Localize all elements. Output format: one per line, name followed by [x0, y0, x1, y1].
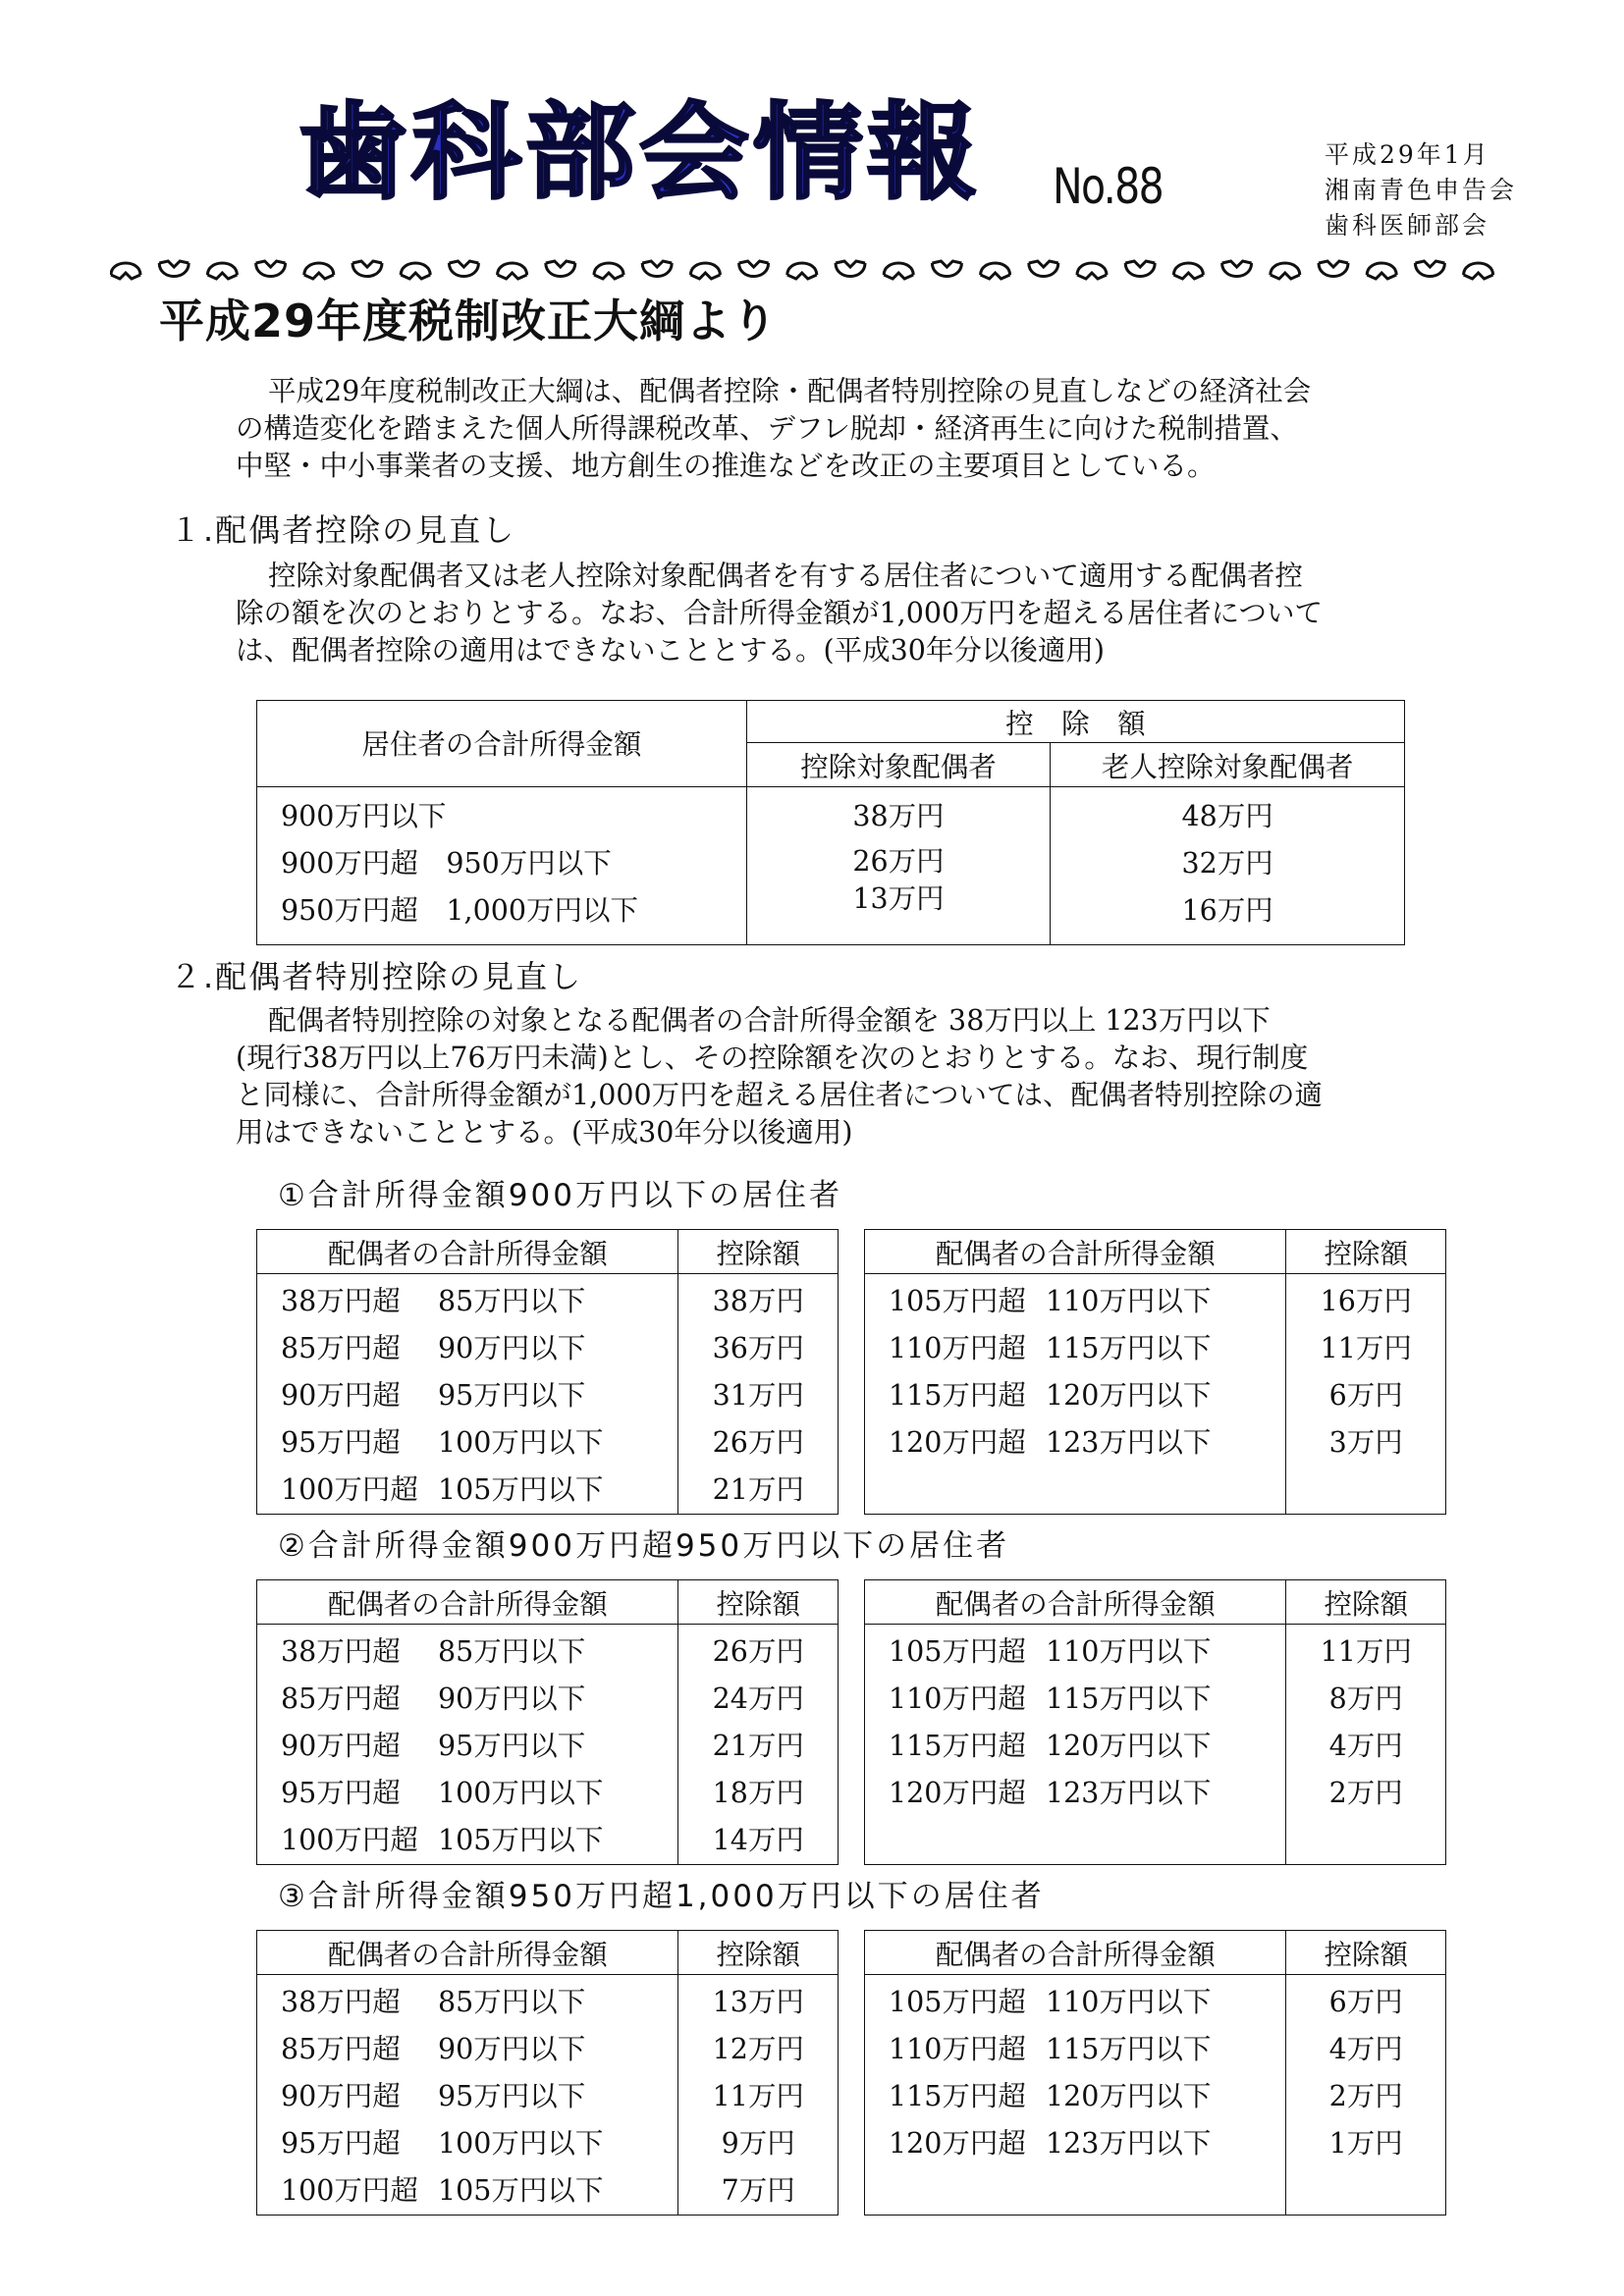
range-lower: 95万円超 — [281, 2127, 401, 2160]
header-spouse-income: 配偶者の合計所得金額 — [865, 1230, 1286, 1274]
income-row: 950万円超 1,000万円以下 — [281, 894, 638, 927]
range-upper: 110万円以下 — [1046, 1986, 1212, 2018]
range-lower: 90万円超 — [281, 1730, 401, 1762]
range-lower: 38万円超 — [281, 1285, 401, 1317]
group-1-left-table — [256, 1229, 839, 1515]
deduction-value: 24万円 — [712, 1682, 804, 1715]
income-range — [889, 1676, 1285, 1723]
income-range — [281, 1467, 677, 1514]
ornament-mark — [1367, 263, 1396, 279]
income-range — [889, 1419, 1285, 1467]
income-range — [889, 2073, 1285, 2120]
deduction-column — [678, 1274, 839, 1515]
ornament-mark — [739, 261, 769, 277]
range-lower: 120万円超 — [889, 1426, 1026, 1459]
range-upper: 115万円以下 — [1046, 1332, 1212, 1364]
section-2-line-4: 用はできないこととする。(平成30年分以後適用) — [236, 1116, 853, 1148]
range-upper: 105万円以下 — [438, 1473, 604, 1506]
income-range — [889, 1325, 1285, 1372]
deduction-value: 6万円 — [1328, 1986, 1403, 2018]
ornament-mark — [594, 263, 623, 279]
range-lower: 115万円超 — [889, 1379, 1026, 1412]
range-lower: 105万円超 — [889, 1635, 1026, 1668]
header-resident-income: 居住者の合計所得金額 — [257, 701, 747, 787]
range-lower: 85万円超 — [281, 1682, 401, 1715]
deduction-value: 26万円 — [712, 1635, 804, 1668]
header-deduction: 控除額 — [678, 1230, 839, 1274]
header-deduction: 控除額 — [1286, 1230, 1446, 1274]
range-lower: 115万円超 — [889, 2080, 1026, 2112]
range-upper: 90万円以下 — [438, 1682, 586, 1715]
range-upper: 100万円以下 — [438, 1426, 604, 1459]
deduction-value: 11万円 — [1320, 1332, 1412, 1364]
ornament-mark — [690, 263, 720, 279]
masthead-title: 歯科部会情報 — [298, 92, 981, 214]
deduction-value: 48万円 — [1181, 800, 1273, 832]
income-range — [889, 2026, 1285, 2073]
deduction-value: 3万円 — [1328, 1426, 1403, 1459]
income-range — [281, 1372, 677, 1419]
income-column — [257, 1274, 678, 1515]
range-lower: 120万円超 — [889, 2127, 1026, 2160]
range-upper: 105万円以下 — [438, 2174, 604, 2207]
ornament-mark — [401, 263, 430, 279]
income-range — [281, 1325, 677, 1372]
header-deduction: 控除額 — [1286, 1931, 1446, 1975]
income-range — [281, 1676, 677, 1723]
range-upper: 120万円以下 — [1046, 2080, 1212, 2112]
income-range — [281, 1629, 677, 1676]
ornament-mark — [787, 263, 817, 279]
income-range — [281, 1979, 677, 2026]
deduction-value: 1万円 — [1328, 2127, 1403, 2160]
range-lower: 85万円超 — [281, 2033, 401, 2065]
ornament-mark — [1222, 261, 1252, 277]
header-eligible-spouse: 控除対象配偶者 — [746, 743, 1051, 787]
deduction-value: 8万円 — [1328, 1682, 1403, 1715]
range-upper: 105万円以下 — [438, 1824, 604, 1856]
ornament-mark — [207, 263, 237, 279]
income-range — [889, 1770, 1285, 1817]
group-2-right-table — [864, 1579, 1446, 1865]
range-upper: 123万円以下 — [1046, 2127, 1212, 2160]
ornament-mark — [1271, 263, 1300, 279]
ornament-divider — [110, 253, 1512, 287]
range-upper: 95万円以下 — [438, 1379, 586, 1412]
range-lower: 95万円超 — [281, 1426, 401, 1459]
deduction-column — [678, 1975, 839, 2216]
deduction-column — [1286, 1625, 1446, 1865]
elderly-spouse-column — [1051, 787, 1405, 945]
group-2-heading: ②合計所得金額900万円超950万円以下の居住者 — [278, 1528, 1010, 1564]
range-upper: 115万円以下 — [1046, 1682, 1212, 1715]
deduction-value: 9万円 — [721, 2127, 795, 2160]
range-lower: 105万円超 — [889, 1285, 1026, 1317]
range-upper: 110万円以下 — [1046, 1635, 1212, 1668]
range-lower: 38万円超 — [281, 1635, 401, 1668]
intro-line-2: の構造変化を踏まえた個人所得課税改革、デフレ脱却・経済再生に向けた税制措置、 — [236, 412, 1298, 445]
deduction-value: 4万円 — [1328, 1730, 1403, 1762]
intro-line-1: 平成29年度税制改正大綱は、配偶者控除・配偶者特別控除の見直しなどの経済社会 — [268, 375, 1312, 407]
section-2-line-1: 配偶者特別控除の対象となる配偶者の合計所得金額を 38万円以上 123万円以下 — [268, 1004, 1271, 1037]
deduction-value: 26万円 — [852, 845, 945, 878]
income-range — [889, 1629, 1285, 1676]
deduction-value: 38万円 — [712, 1285, 804, 1317]
ornament-mark — [932, 261, 961, 277]
range-upper: 85万円以下 — [438, 1635, 586, 1668]
income-column — [865, 1625, 1286, 1865]
deduction-value: 26万円 — [712, 1426, 804, 1459]
section-1-line-3: は、配偶者控除の適用はできないこととする。(平成30年分以後適用) — [236, 634, 1106, 667]
header-spouse-income: 配偶者の合計所得金額 — [257, 1230, 678, 1274]
income-range — [281, 1278, 677, 1325]
section-2-line-2: (現行38万円以上76万円未満)とし、その控除額を次のとおりとする。なお、現行制度 — [236, 1041, 1309, 1074]
group-1-right-table — [864, 1229, 1446, 1515]
range-upper: 120万円以下 — [1046, 1379, 1212, 1412]
income-range — [281, 1723, 677, 1770]
range-upper: 90万円以下 — [438, 2033, 586, 2065]
range-lower: 110万円超 — [889, 2033, 1026, 2065]
income-row: 900万円以下 — [281, 800, 447, 832]
deduction-value: 38万円 — [852, 800, 945, 832]
group-1-heading: ①合計所得金額900万円以下の居住者 — [278, 1178, 842, 1213]
ornament-mark — [352, 261, 382, 277]
range-upper: 120万円以下 — [1046, 1730, 1212, 1762]
deduction-value: 13万円 — [712, 1986, 804, 2018]
income-column — [257, 1625, 678, 1865]
range-lower: 38万円超 — [281, 1986, 401, 2018]
ornament-mark — [642, 261, 672, 277]
range-upper: 95万円以下 — [438, 2080, 586, 2112]
range-upper: 95万円以下 — [438, 1730, 586, 1762]
ornament-mark — [546, 261, 575, 277]
range-lower: 85万円超 — [281, 1332, 401, 1364]
deduction-value: 11万円 — [712, 2080, 804, 2112]
deduction-value: 16万円 — [1181, 894, 1273, 927]
header-deduction: 控除額 — [1286, 1580, 1446, 1625]
range-upper: 110万円以下 — [1046, 1285, 1212, 1317]
eligible-spouse-column — [746, 787, 1051, 945]
header-spouse-income: 配偶者の合計所得金額 — [257, 1931, 678, 1975]
range-upper: 100万円以下 — [438, 1777, 604, 1809]
ornament-mark — [1029, 261, 1058, 277]
section-2-line-3: と同様に、合計所得金額が1,000万円を超える居住者については、配偶者特別控除の適 — [236, 1079, 1324, 1111]
page-title: 平成29年度税制改正大綱より — [159, 294, 779, 347]
deduction-column — [1286, 1975, 1446, 2216]
deduction-value: 2万円 — [1328, 1777, 1403, 1809]
deduction-value: 16万円 — [1320, 1285, 1412, 1317]
income-row: 900万円超 950万円以下 — [281, 847, 612, 880]
deduction-value: 4万円 — [1328, 2033, 1403, 2065]
range-lower: 100万円超 — [281, 1824, 418, 1856]
group-3-heading: ③合計所得金額950万円超1,000万円以下の居住者 — [278, 1879, 1045, 1914]
range-lower: 115万円超 — [889, 1730, 1026, 1762]
spouse-deduction-table — [256, 700, 1405, 945]
income-range — [281, 2167, 677, 2215]
deduction-value: 31万円 — [712, 1379, 804, 1412]
range-upper: 123万円以下 — [1046, 1426, 1212, 1459]
header-spouse-income: 配偶者の合計所得金額 — [257, 1580, 678, 1625]
range-upper: 90万円以下 — [438, 1332, 586, 1364]
publisher-section: 歯科医師部会 — [1325, 211, 1490, 240]
section-1-line-1: 控除対象配偶者又は老人控除対象配偶者を有する居住者について適用する配偶者控 — [268, 560, 1303, 592]
ornament-mark — [449, 261, 478, 277]
income-column — [257, 1975, 678, 2216]
ornament-mark — [256, 261, 286, 277]
deduction-value: 36万円 — [712, 1332, 804, 1364]
ornament-mark — [836, 261, 865, 277]
income-range — [889, 1278, 1285, 1325]
range-lower: 105万円超 — [889, 1986, 1026, 2018]
header-spouse-income: 配偶者の合計所得金額 — [865, 1580, 1286, 1625]
deduction-value: 6万円 — [1328, 1379, 1403, 1412]
income-range — [281, 1817, 677, 1864]
income-range — [281, 2073, 677, 2120]
section-2-heading: ２.配偶者特別控除の見直し — [170, 958, 583, 995]
ornament-mark — [981, 263, 1010, 279]
header-elderly-spouse: 老人控除対象配偶者 — [1051, 743, 1405, 787]
group-3-left-table — [256, 1930, 839, 2216]
range-lower: 120万円超 — [889, 1777, 1026, 1809]
deduction-value: 21万円 — [712, 1473, 804, 1506]
deduction-column — [1286, 1274, 1446, 1515]
section-1-line-2: 除の額を次のとおりとする。なお、合計所得金額が1,000万円を超える居住者について — [236, 597, 1324, 629]
range-upper: 85万円以下 — [438, 1986, 586, 2018]
ornament-mark — [884, 263, 913, 279]
group-3-right-table — [864, 1930, 1446, 2216]
income-column — [865, 1975, 1286, 2216]
deduction-value: 13万円 — [852, 882, 945, 915]
income-range — [281, 1419, 677, 1467]
intro-line-3: 中堅・中小事業者の支援、地方創生の推進などを改正の主要項目としている。 — [236, 450, 1216, 482]
header-deduction: 控除額 — [678, 1580, 839, 1625]
ornament-mark — [1125, 261, 1155, 277]
ornament-mark — [1319, 261, 1348, 277]
range-lower: 90万円超 — [281, 1379, 401, 1412]
income-range — [889, 1723, 1285, 1770]
deduction-column — [678, 1625, 839, 1865]
range-upper: 85万円以下 — [438, 1285, 586, 1317]
group-2-left-table — [256, 1579, 839, 1865]
deduction-value: 12万円 — [712, 2033, 804, 2065]
income-range — [281, 1770, 677, 1817]
income-range — [889, 1372, 1285, 1419]
range-lower: 110万円超 — [889, 1682, 1026, 1715]
deduction-value: 2万円 — [1328, 2080, 1403, 2112]
range-upper: 115万円以下 — [1046, 2033, 1212, 2065]
header-deduction: 控除額 — [678, 1931, 839, 1975]
income-range — [281, 2120, 677, 2167]
income-range — [281, 2026, 677, 2073]
deduction-value: 7万円 — [721, 2174, 795, 2207]
income-column — [865, 1274, 1286, 1515]
deduction-value: 18万円 — [712, 1777, 804, 1809]
range-lower: 110万円超 — [889, 1332, 1026, 1364]
income-range — [889, 1979, 1285, 2026]
ornament-mark — [111, 263, 140, 279]
range-lower: 90万円超 — [281, 2080, 401, 2112]
income-range — [889, 2120, 1285, 2167]
ornament-mark — [1077, 263, 1107, 279]
ornament-mark — [1173, 263, 1203, 279]
header-deduction: 控 除 額 — [746, 701, 1404, 743]
ornament-mark — [498, 263, 527, 279]
range-lower: 100万円超 — [281, 2174, 418, 2207]
range-lower: 100万円超 — [281, 1473, 418, 1506]
section-1-heading: １.配偶者控除の見直し — [170, 511, 516, 549]
range-lower: 95万円超 — [281, 1777, 401, 1809]
range-upper: 100万円以下 — [438, 2127, 604, 2160]
header-spouse-income: 配偶者の合計所得金額 — [865, 1931, 1286, 1975]
ornament-mark — [304, 263, 334, 279]
deduction-value: 14万円 — [712, 1824, 804, 1856]
publication-date: 平成29年1月 — [1325, 140, 1490, 169]
deduction-value: 32万円 — [1181, 847, 1273, 880]
ornament-mark — [1415, 261, 1444, 277]
deduction-value: 21万円 — [712, 1730, 804, 1762]
deduction-value: 11万円 — [1320, 1635, 1412, 1668]
ornament-mark — [1464, 263, 1493, 279]
issue-number: No.88 — [1053, 158, 1164, 215]
publication-info — [1325, 137, 1517, 243]
income-column — [257, 787, 747, 945]
range-upper: 123万円以下 — [1046, 1777, 1212, 1809]
ornament-mark — [159, 261, 189, 277]
publisher-association: 湘南青色申告会 — [1325, 176, 1518, 204]
